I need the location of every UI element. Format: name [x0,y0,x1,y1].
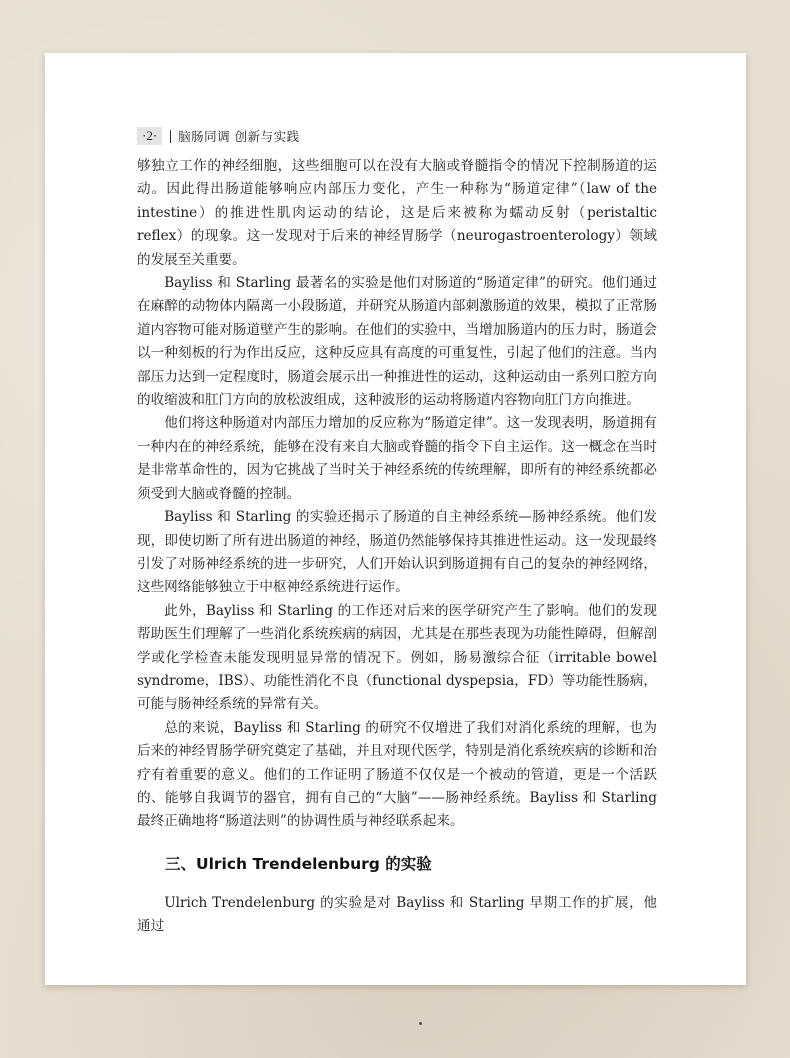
background-speck [419,1022,422,1025]
page-number: ·2· [137,127,162,145]
running-header [137,127,300,145]
paragraph-continued: 够独立工作的神经细胞，这些细胞可以在没有大脑或脊髓指令的情况下控制肠道的运动。因此得出肠道能够响应内部压力变化，产生一种称为“肠道定律”（law of the intestine）的推进性肌肉运动的结论，这是后来被称为蠕动反射（peristaltic reflex）的现象。这一发现对于后来的神经胃肠学（neurogastroenterology）领域的发展至关重要。 [137,158,657,268]
section-first-paragraph: Ulrich Trendelenburg 的实验是对 Bayliss 和 Starling 早期工作的扩展，他通过 [137,894,657,935]
header-divider [170,130,171,143]
book-title: 脑肠同调 创新与实践 [178,129,300,144]
paragraph: Bayliss 和 Starling 的实验还揭示了肠道的自主神经系统—肠神经系统。他们发现，即使切断了所有进出肠道的神经，肠道仍然能够保持其推进性运动。这一发现最终引发了对肠神经系统的进一步研究，人们开始认识到肠道拥有自己的复杂的神经网络，这些网络能够独立于中枢神经系统进行运作。 [137,509,657,596]
paragraph: Bayliss 和 Starling 最著名的实验是他们对肠道的“肠道定律”的研究。他们通过在麻醉的动物体内隔离一小段肠道，并研究从肠道内部刺激肠道的效果，模拟了正常肠道内容物可能对肠道壁产生的影响。在他们的实验中，当增加肠道内的压力时，肠道会以一种刻板的行为作出反应，这种反应具有高度的可重复性，引起了他们的注意。当内部压力达到一定程度时，肠道会展示出一种推进性的运动，这种运动由一系列口腔方向的收缩波和肛门方向的放松波组成，这种波形的运动将肠道内容物向肛门方向推进。 [137,275,657,409]
page-body [137,155,657,939]
paragraph: 他们将这种肠道对内部压力增加的反应称为“肠道定律”。这一发现表明，肠道拥有一种内在的神经系统，能够在没有来自大脑或脊髓的指令下自主运作。这一概念在当时是非常革命性的，因为它挑战了当时关于神经系统的传统理解，即所有的神经系统都必须受到大脑或脊髓的控制。 [137,415,657,502]
paragraph: 此外，Bayliss 和 Starling 的工作还对后来的医学研究产生了影响。他们的发现帮助医生们理解了一些消化系统疾病的病因，尤其是在那些表现为功能性障碍，但解剖学或化学检查未能发现明显异常的情况下。例如，肠易激综合征（irritable bowel syndrome，IBS）、功能性消化不良（functional dyspepsia，FD）等功能性肠病，可能与肠神经系统的异常有关。 [137,602,657,713]
paragraph: 总的来说，Bayliss 和 Starling 的研究不仅增进了我们对消化系统的理解，也为后来的神经胃肠学研究奠定了基础，并且对现代医学，特别是消化系统疾病的诊断和治疗有着重要的意义。他们的工作证明了肠道不仅仅是一个被动的管道，更是一个活跃的、能够自我调节的器官，拥有自己的“大脑”——肠神经系统。Bayliss 和 Starling 最终正确地将“肠道法则”的协调性质与神经联系起来。 [137,719,657,830]
section-heading: 三、Ulrich Trendelenburg 的实验 [165,854,432,873]
book-page [45,53,746,985]
